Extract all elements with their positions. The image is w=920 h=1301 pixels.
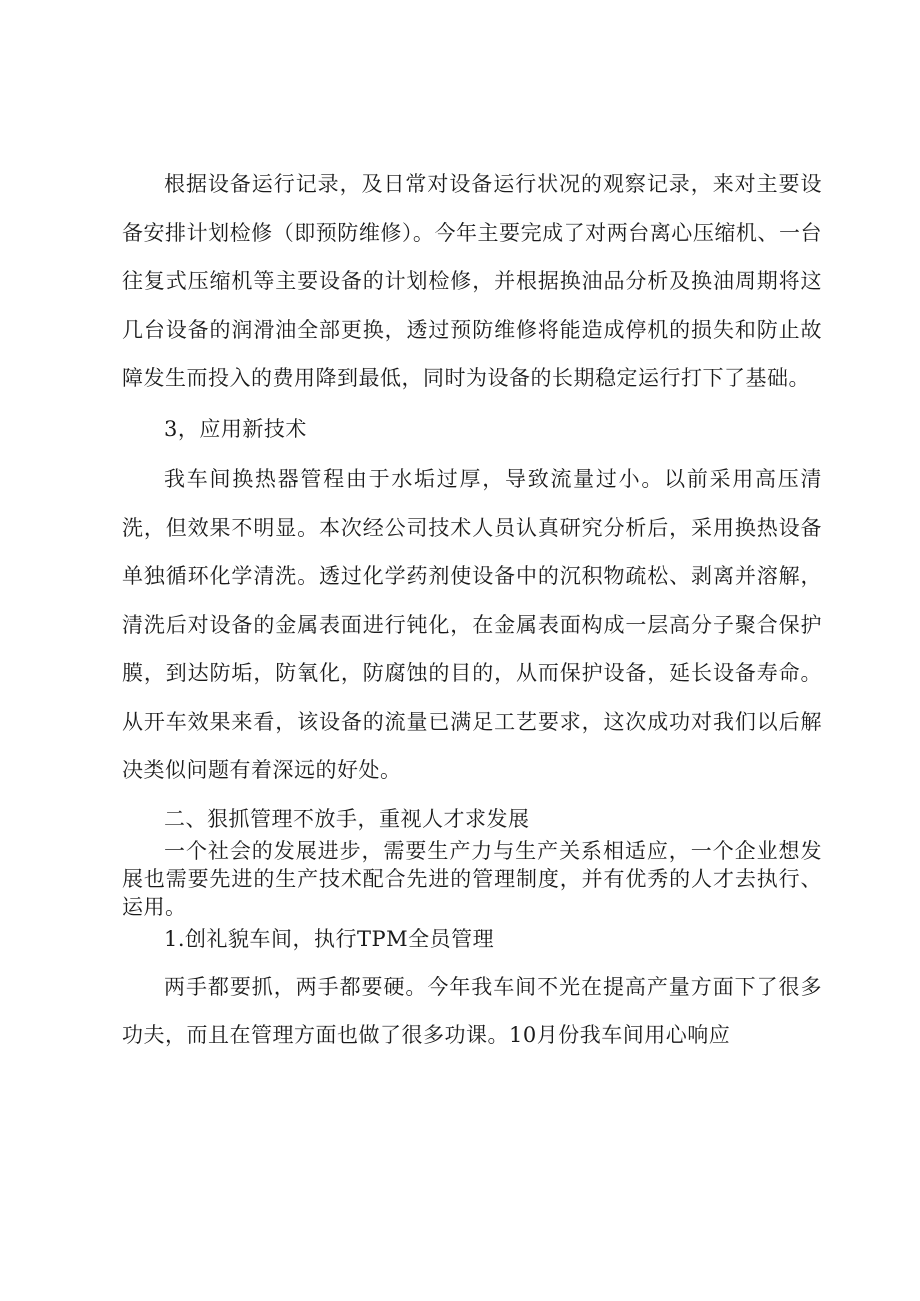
paragraph-management-intro: 一个社会的发展进步，需要生产力与生产关系相适应，一个企业想发展也需要先进的生产技术配合先进的管理制度，并有优秀的人才去执行、运用。	[122, 838, 822, 919]
paragraph-tpm-details: 两手都要抓，两手都要硬。今年我车间不光在提高产量方面下了很多功夫，而且在管理方面也做了很多功课。10月份我车间用心响应	[122, 974, 822, 1047]
document-body	[122, 160, 822, 1060]
paragraph-preventive-maintenance: 根据设备运行记录，及日常对设备运行状况的观察记录，来对主要设备安排计划检修（即预防维修）。今年主要完成了对两台离心压缩机、一台往复式压缩机等主要设备的计划检修，并根据换油品分析及换油周期将这几台设备的润滑油全部更换，透过预防维修将能造成停机的损失和防止故障发生而投入的费用降到最低，同时为设备的长期稳定运行打下了基础。	[122, 172, 822, 390]
section-heading-new-technology: 3，应用新技术	[164, 416, 307, 441]
section-heading-management: 二、狠抓管理不放手，重视人才求发展	[164, 806, 530, 831]
section-heading-tpm: 1.创礼貌车间，执行TPM全员管理	[164, 926, 495, 951]
paragraph-heat-exchanger-cleaning: 我车间换热器管程由于水垢过厚，导致流量过小。以前采用高压清洗，但效果不明显。本次经公司技术人员认真研究分析后，采用换热设备单独循环化学清洗。透过化学药剂使设备中的沉积物疏松、剥离并溶解，清洗后对设备的金属表面进行钝化，在金属表面构成一层高分子聚合保护膜，到达防垢，防氧化，防腐蚀的目的，从而保护设备，延长设备寿命。从开车效果来看，该设备的流量已满足工艺要求，这次成功对我们以后解决类似问题有着深远的好处。	[122, 467, 822, 782]
